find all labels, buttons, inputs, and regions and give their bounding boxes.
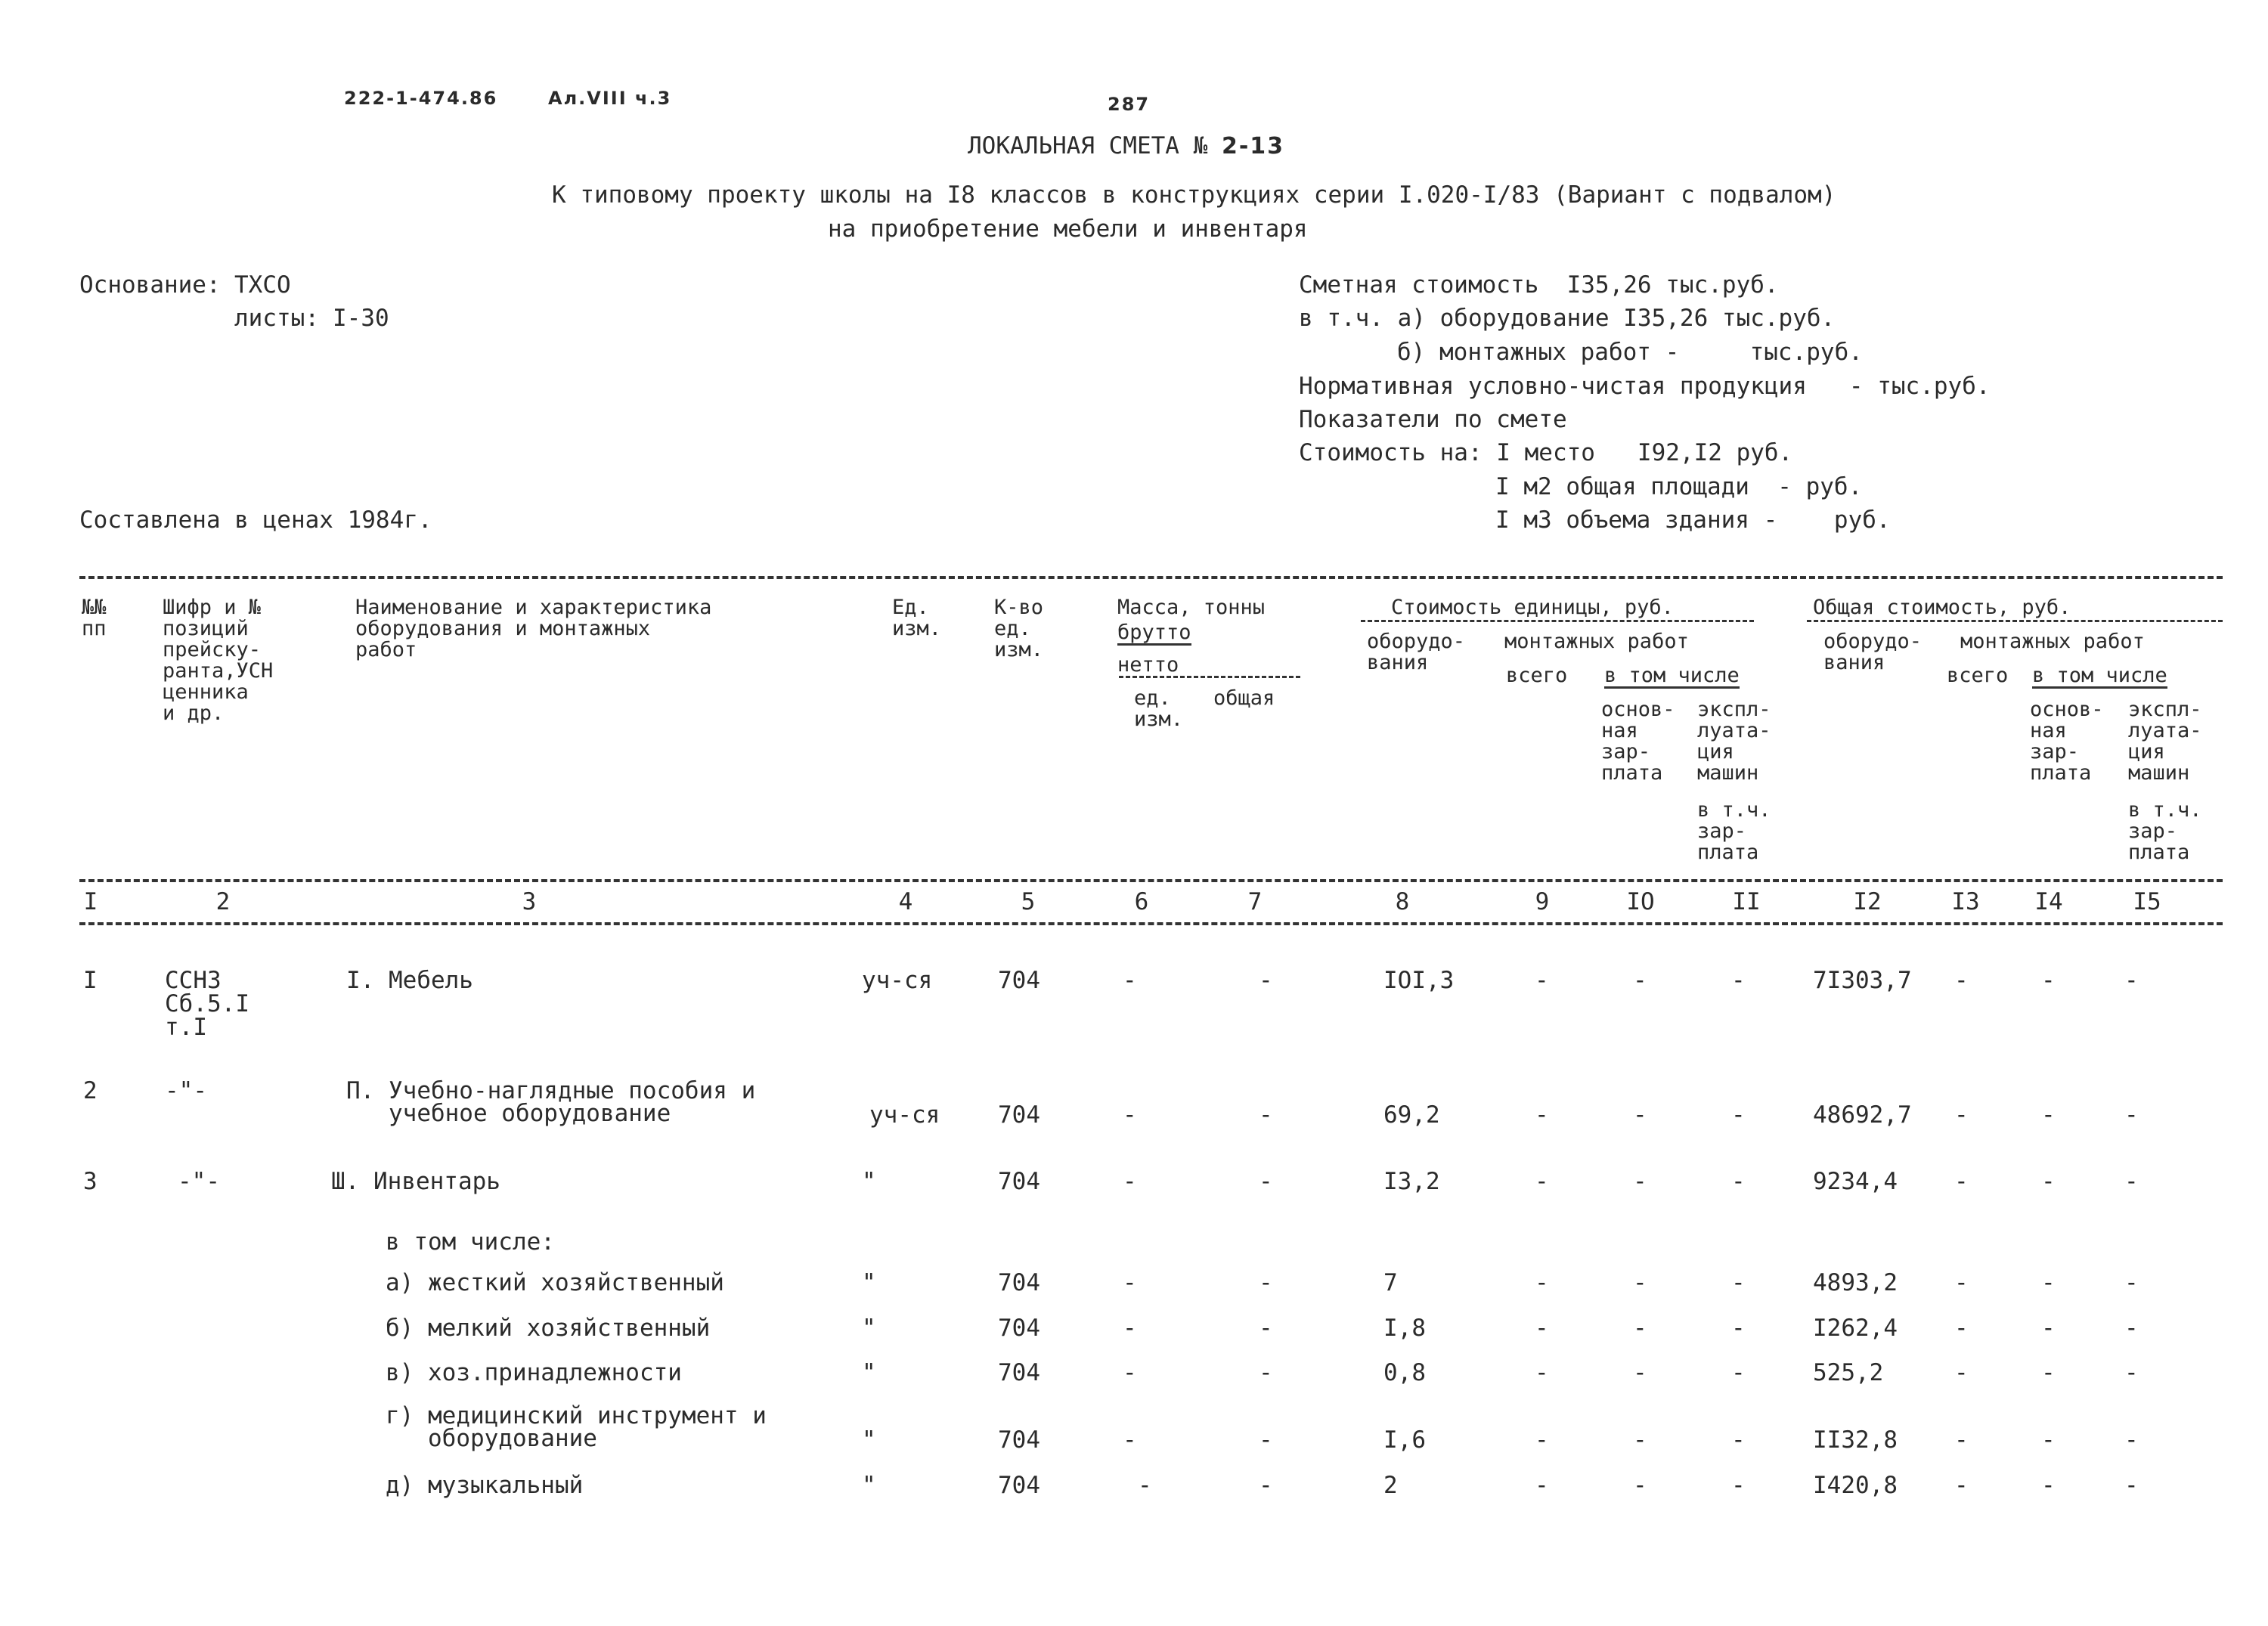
row-mass-total: -	[1259, 1101, 1273, 1129]
header-col-6: ед. изм.	[1134, 686, 1184, 731]
row-total-salary: -	[2041, 1168, 2056, 1195]
row-name: I. Мебель	[346, 967, 473, 994]
col-number-11: II	[1732, 888, 1761, 915]
row-unit: уч-ся	[862, 967, 933, 994]
row-total-exploit: -	[2124, 1168, 2139, 1195]
subrow-mass-unit: -	[1123, 1269, 1137, 1296]
header-col-7: общая	[1213, 686, 1275, 710]
header-col-9: всего	[1506, 664, 1568, 687]
total-cost-rule	[1807, 620, 2223, 622]
row-unit: уч-ся	[869, 1101, 940, 1129]
subrow-unit-mount-all: -	[1535, 1269, 1549, 1296]
row-code: -"-	[165, 1077, 207, 1104]
including-label: в том числе:	[386, 1228, 555, 1256]
row-unit-exploit: -	[1731, 1168, 1746, 1195]
summary-equipment: в т.ч. а) оборудование I35,26 тыс.руб.	[1299, 305, 1836, 332]
row-code: -"-	[178, 1168, 220, 1195]
header-col-15: экспл- луата- ция машин	[2128, 698, 2202, 785]
page-title	[968, 132, 1285, 160]
col-number-5: 5	[1021, 888, 1036, 915]
page-number: 287	[1108, 94, 1151, 115]
table-top-rule	[79, 576, 2223, 579]
col-number-10: IO	[1626, 888, 1655, 915]
header-col-14: основ- ная зар- плата	[2030, 698, 2104, 785]
subrow-unit-salary: -	[1633, 1315, 1647, 1342]
basis-value: ТХСО	[234, 271, 291, 299]
row-unit-mount-all: -	[1535, 1168, 1549, 1195]
subrow-mass-total: -	[1259, 1426, 1273, 1454]
header-col-3: Наименование и характеристика оборудования и монтажных работ	[355, 596, 712, 661]
row-code: ССНЗ Сб.5.I т.I	[165, 967, 249, 1041]
header-total-cost: Общая стоимость, руб.	[1813, 596, 2071, 619]
subrow-unit-equipment: I,8	[1383, 1315, 1426, 1342]
col-number-6: 6	[1134, 888, 1149, 915]
col-number-15: I5	[2133, 888, 2161, 915]
subrow-unit-salary: -	[1633, 1359, 1647, 1386]
col-number-4: 4	[898, 888, 913, 915]
row-mass-unit: -	[1123, 1101, 1137, 1129]
row-total-equipment: 7I303,7	[1813, 967, 1912, 994]
subrow-unit-mount-all: -	[1535, 1472, 1549, 1499]
sheets-value: I-30	[333, 305, 389, 332]
header-unit-incl: в том числе	[1604, 664, 1740, 687]
header-col-2: Шифр и № позиций прейску- ранта,УСН ценника и др.	[163, 596, 274, 725]
header-unit-cost: Стоимость единицы, руб.	[1391, 596, 1674, 619]
subrow-total-salary: -	[2041, 1472, 2056, 1499]
subrow-total-salary: -	[2041, 1359, 2056, 1386]
header-brutto: брутто	[1117, 621, 1191, 644]
subrow-name: б) мелкий хозяйственный	[386, 1315, 711, 1342]
subrow-total-mount-all: -	[1954, 1472, 1969, 1499]
row-unit-salary: -	[1633, 1168, 1647, 1195]
subrow-total-equipment: I262,4	[1813, 1315, 1898, 1342]
subrow-unit: "	[862, 1269, 876, 1296]
prices-note: Составлена в ценах 1984г.	[79, 506, 432, 534]
subrow-unit: "	[862, 1315, 876, 1342]
header-col-4: Ед. изм.	[892, 596, 942, 640]
subrow-mass-total: -	[1259, 1269, 1273, 1296]
subrow-unit-equipment: 7	[1383, 1269, 1398, 1296]
subrow-mass-unit: -	[1138, 1472, 1152, 1499]
row-mass-total: -	[1259, 967, 1273, 994]
row-number: 2	[83, 1077, 98, 1104]
subrow-unit-salary: -	[1633, 1472, 1647, 1499]
header-col-12: оборудо- вания	[1823, 630, 1923, 674]
header-col-13: всего	[1947, 664, 2009, 687]
col-number-12: I2	[1853, 888, 1882, 915]
subrow-total-equipment: II32,8	[1813, 1426, 1898, 1454]
subrow-mass-total: -	[1259, 1359, 1273, 1386]
subrow-mass-unit: -	[1123, 1426, 1137, 1454]
subrow-total-mount-all: -	[1954, 1359, 1969, 1386]
subrow-qty: 704	[998, 1472, 1040, 1499]
subrow-total-salary: -	[2041, 1269, 2056, 1296]
row-total-mount-all: -	[1954, 1101, 1969, 1129]
row-unit-equipment: IOI,3	[1383, 967, 1455, 994]
row-name: Ш. Инвентарь	[331, 1168, 500, 1195]
row-unit-mount-all: -	[1535, 967, 1549, 994]
unit-cost-rule	[1361, 620, 1754, 622]
summary-indicators: Показатели по смете	[1299, 406, 1567, 433]
summary-normative: Нормативная условно-чистая продукция - тыс.руб.	[1299, 373, 1991, 400]
row-qty: 704	[998, 1101, 1040, 1129]
subtitle-line-1: К типовому проекту школы на I8 классов в конструкциях серии I.020-I/83 (Вариант с подвалом)	[552, 181, 1836, 209]
subrow-mass-total: -	[1259, 1472, 1273, 1499]
row-unit-mount-all: -	[1535, 1101, 1549, 1129]
subrow-unit-exploit: -	[1731, 1472, 1746, 1499]
document-code: 222-1-474.86	[344, 88, 498, 109]
row-number: I	[83, 967, 98, 994]
summary-mounting: б) монтажных работ - тыс.руб.	[1397, 339, 1863, 366]
col-number-1: I	[83, 888, 98, 915]
header-netto: нетто	[1117, 653, 1179, 677]
subrow-name: д) музыкальный	[386, 1472, 584, 1499]
row-total-equipment: 48692,7	[1813, 1101, 1912, 1129]
header-col-11-salary: в т.ч. зар- плата	[1697, 798, 1771, 864]
subrow-mass-total: -	[1259, 1315, 1273, 1342]
row-mass-total: -	[1259, 1168, 1273, 1195]
subrow-qty: 704	[998, 1426, 1040, 1454]
row-total-exploit: -	[2124, 1101, 2139, 1129]
header-unit-mount: монтажных работ	[1504, 630, 1689, 653]
sheets-label: листы:	[234, 305, 319, 332]
subrow-unit-equipment: 0,8	[1383, 1359, 1426, 1386]
subrow-total-mount-all: -	[1954, 1426, 1969, 1454]
header-bottom-rule	[79, 879, 2223, 882]
subrow-unit: "	[862, 1472, 876, 1499]
header-col-15-salary: в т.ч. зар- плата	[2128, 798, 2202, 864]
subrow-unit-mount-all: -	[1535, 1315, 1549, 1342]
subrow-unit-mount-all: -	[1535, 1359, 1549, 1386]
col-number-3: 3	[522, 888, 537, 915]
row-unit-equipment: I3,2	[1383, 1168, 1440, 1195]
row-number: 3	[83, 1168, 98, 1195]
header-col-8: оборудо- вания	[1367, 630, 1466, 674]
row-total-equipment: 9234,4	[1813, 1168, 1898, 1195]
row-unit-exploit: -	[1731, 967, 1746, 994]
col-number-8: 8	[1395, 888, 1410, 915]
subrow-total-mount-all: -	[1954, 1315, 1969, 1342]
summary-cost-per-m3: I м3 объема здания - руб.	[1495, 506, 1891, 534]
col-number-7: 7	[1247, 888, 1263, 915]
subrow-unit-exploit: -	[1731, 1426, 1746, 1454]
subrow-total-equipment: 525,2	[1813, 1359, 1884, 1386]
subrow-mass-unit: -	[1123, 1359, 1137, 1386]
subrow-unit-exploit: -	[1731, 1315, 1746, 1342]
subrow-qty: 704	[998, 1315, 1040, 1342]
subrow-unit: "	[862, 1426, 876, 1454]
subrow-qty: 704	[998, 1269, 1040, 1296]
column-numbers-rule	[79, 922, 2223, 925]
subrow-total-salary: -	[2041, 1426, 2056, 1454]
header-total-mount: монтажных работ	[1960, 630, 2145, 653]
subrow-unit-equipment: 2	[1383, 1472, 1398, 1499]
header-col-11: экспл- луата- ция машин	[1697, 698, 1771, 785]
header-col-10: основ- ная зар- плата	[1601, 698, 1675, 785]
subrow-total-salary: -	[2041, 1315, 2056, 1342]
row-unit-equipment: 69,2	[1383, 1101, 1440, 1129]
subrow-unit-salary: -	[1633, 1426, 1647, 1454]
col-number-9: 9	[1535, 888, 1550, 915]
row-unit-salary: -	[1633, 1101, 1647, 1129]
summary-cost-per-m2: I м2 общая площади - руб.	[1495, 473, 1863, 500]
subrow-total-exploit: -	[2124, 1426, 2139, 1454]
row-qty: 704	[998, 1168, 1040, 1195]
subrow-unit-exploit: -	[1731, 1359, 1746, 1386]
row-total-mount-all: -	[1954, 967, 1969, 994]
subrow-unit-mount-all: -	[1535, 1426, 1549, 1454]
subrow-unit-equipment: I,6	[1383, 1426, 1426, 1454]
summary-total-cost: Сметная стоимость I35,26 тыс.руб.	[1299, 271, 1779, 299]
row-total-mount-all: -	[1954, 1168, 1969, 1195]
row-qty: 704	[998, 967, 1040, 994]
subrow-unit-exploit: -	[1731, 1269, 1746, 1296]
row-mass-unit: -	[1123, 1168, 1137, 1195]
subrow-unit: "	[862, 1359, 876, 1386]
subrow-qty: 704	[998, 1359, 1040, 1386]
subrow-total-exploit: -	[2124, 1269, 2139, 1296]
row-total-salary: -	[2041, 967, 2056, 994]
subrow-total-exploit: -	[2124, 1359, 2139, 1386]
subrow-total-equipment: 4893,2	[1813, 1269, 1898, 1296]
subrow-name: г) медицинский инструмент и оборудование	[386, 1402, 767, 1452]
title-text: ЛОКАЛЬНАЯ СМЕТА №	[968, 132, 1208, 160]
title-number: 2-13	[1221, 133, 1285, 160]
col-number-14: I4	[2034, 888, 2063, 915]
subrow-name: а) жесткий хозяйственный	[386, 1269, 724, 1296]
header-col-5: К-во ед. изм.	[994, 596, 1044, 661]
album-reference: Ал.VIII ч.3	[548, 88, 672, 109]
subrow-unit-salary: -	[1633, 1269, 1647, 1296]
header-total-incl: в том числе	[2032, 664, 2167, 687]
col-number-2: 2	[215, 888, 231, 915]
col-number-13: I3	[1951, 888, 1980, 915]
subrow-total-mount-all: -	[1954, 1269, 1969, 1296]
row-mass-unit: -	[1123, 967, 1137, 994]
row-total-salary: -	[2041, 1101, 2056, 1129]
subrow-total-exploit: -	[2124, 1472, 2139, 1499]
subrow-mass-unit: -	[1123, 1315, 1137, 1342]
row-unit-exploit: -	[1731, 1101, 1746, 1129]
subrow-total-exploit: -	[2124, 1315, 2139, 1342]
subtitle-line-2: на приобретение мебели и инвентаря	[828, 215, 1308, 243]
summary-cost-per-place: Стоимость на: I место I92,I2 руб.	[1299, 439, 1793, 466]
header-col-1: №№ пп	[82, 596, 107, 640]
subrow-total-equipment: I420,8	[1813, 1472, 1898, 1499]
header-mass: Масса, тонны	[1117, 596, 1266, 619]
row-unit: "	[862, 1168, 876, 1195]
row-unit-salary: -	[1633, 967, 1647, 994]
basis-label: Основание:	[79, 271, 221, 299]
row-name: П. Учебно-наглядные пособия и учебное оборудование	[346, 1077, 756, 1127]
subrow-name: в) хоз.принадлежности	[386, 1359, 682, 1386]
row-total-exploit: -	[2124, 967, 2139, 994]
